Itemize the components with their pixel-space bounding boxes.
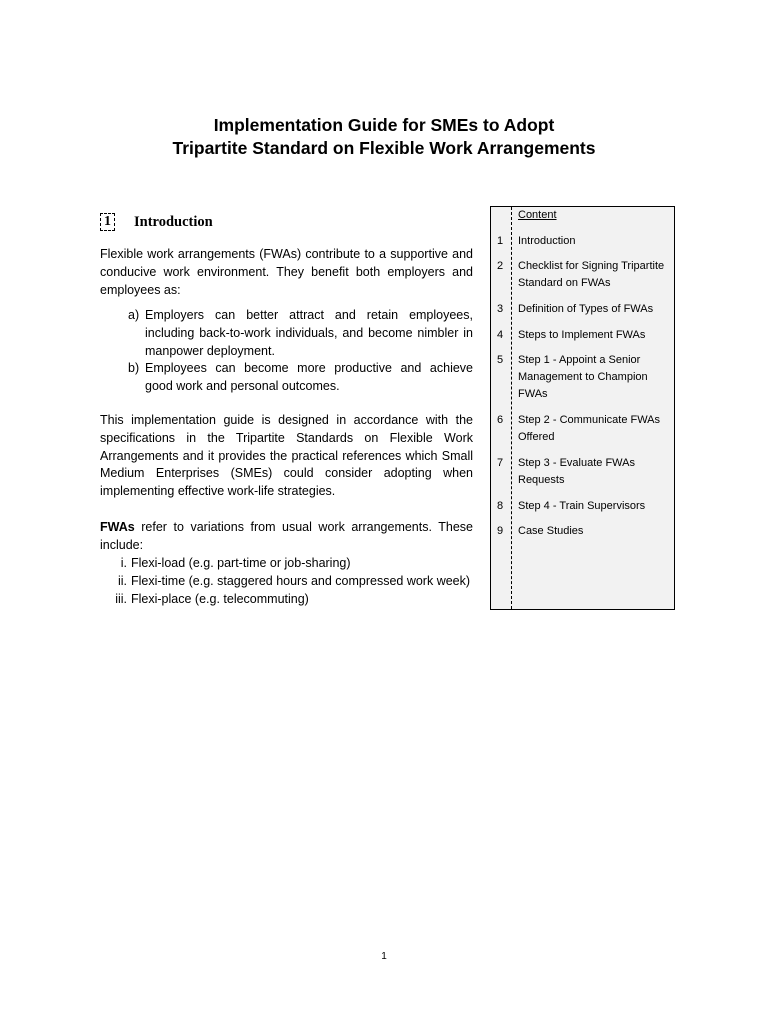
list-item-text: Flexi-place (e.g. telecommuting) bbox=[131, 591, 309, 606]
toc-item-number: 5 bbox=[497, 354, 504, 366]
toc-item-text: Introduction bbox=[518, 235, 576, 247]
toc-item-text: Step 1 - Appoint a Senior Management to Champion FWAs bbox=[518, 354, 648, 400]
section-title: Introduction bbox=[134, 213, 213, 230]
list-marker: iii. bbox=[115, 591, 127, 606]
toc-item-text: Definition of Types of FWAs bbox=[518, 303, 654, 315]
toc-divider bbox=[511, 207, 512, 609]
fwa-definition-paragraph bbox=[100, 519, 473, 555]
list-item bbox=[128, 360, 473, 396]
section-heading bbox=[100, 212, 213, 232]
list-marker: ii. bbox=[117, 573, 127, 588]
toc-item-text: Case Studies bbox=[518, 525, 584, 537]
list-item bbox=[103, 555, 483, 573]
toc-item-text: Step 2 - Communicate FWAs Offered bbox=[518, 414, 661, 443]
document-title bbox=[0, 114, 768, 160]
table-of-contents bbox=[490, 206, 675, 610]
page-number: 1 bbox=[381, 951, 387, 962]
list-marker: b) bbox=[128, 361, 140, 376]
toc-item-number: 8 bbox=[497, 500, 504, 512]
fwa-term: FWAs bbox=[100, 520, 135, 534]
toc-item-number: 4 bbox=[497, 329, 504, 341]
fwa-definition-text: refer to variations from usual work arrangements. These include: bbox=[100, 520, 473, 552]
list-item bbox=[103, 591, 483, 609]
toc-item-number: 9 bbox=[497, 525, 504, 537]
toc-item-number: 6 bbox=[497, 414, 504, 426]
toc-item-text: Step 3 - Evaluate FWAs Requests bbox=[518, 457, 635, 486]
toc-item-number: 3 bbox=[497, 303, 504, 315]
section-number: 1 bbox=[100, 213, 115, 231]
title-line-1: Implementation Guide for SMEs to Adopt bbox=[213, 115, 555, 135]
list-item-text: Employers can better attract and retain employees, including back-to-work individuals, and become nimbler in manpower deployment. bbox=[145, 308, 473, 358]
toc-item-number: 1 bbox=[497, 235, 504, 247]
toc-item-text: Checklist for Signing Tripartite Standard on FWAs bbox=[518, 260, 665, 289]
guide-paragraph: This implementation guide is designed in accordance with the specifications in the Tripartite Standards on Flexible Work Arrangements and it provides the practical references which Small Medium Enterprises (SMEs) could consider adopting when implementing effective work-life strategies. bbox=[100, 413, 473, 499]
list-item-text: Flexi-load (e.g. part-time or job-sharing) bbox=[131, 556, 351, 570]
toc-item-text: Steps to Implement FWAs bbox=[518, 329, 646, 341]
list-item bbox=[103, 573, 483, 591]
toc-item-number: 7 bbox=[497, 457, 504, 469]
toc-item-number: 2 bbox=[497, 260, 504, 272]
benefits-list bbox=[128, 307, 473, 396]
toc-item-text: Step 4 - Train Supervisors bbox=[518, 500, 646, 512]
list-marker: i. bbox=[120, 556, 127, 570]
list-item-text: Employees can become more productive and achieve good work and personal outcomes. bbox=[145, 361, 473, 394]
fwa-types-list bbox=[103, 555, 483, 608]
list-item-text: Flexi-time (e.g. staggered hours and compressed work week) bbox=[131, 573, 471, 588]
list-marker: a) bbox=[128, 308, 140, 322]
list-item bbox=[128, 307, 473, 360]
toc-heading: Content bbox=[518, 209, 557, 221]
title-line-2: Tripartite Standard on Flexible Work Arrangements bbox=[172, 138, 596, 158]
intro-paragraph: Flexible work arrangements (FWAs) contribute to a supportive and conducive work environment. They benefit both employers and employees as: bbox=[100, 247, 473, 297]
